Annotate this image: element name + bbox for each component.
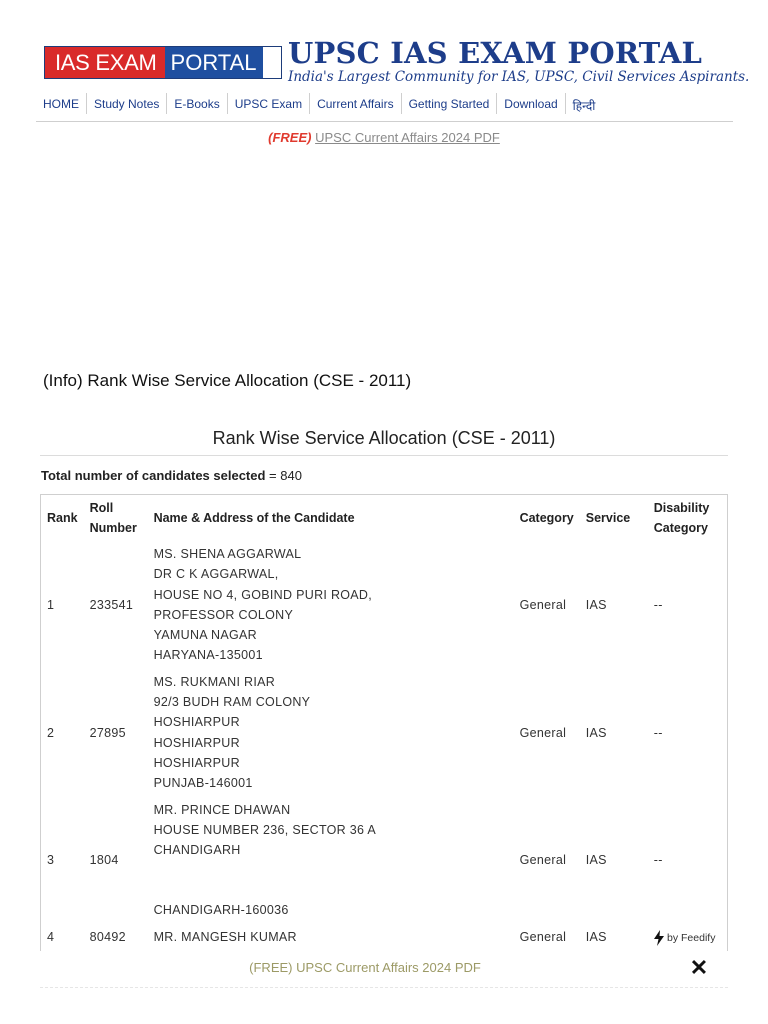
current-affairs-promo-link[interactable]: UPSC Current Affairs 2024 PDF xyxy=(315,130,500,145)
cell-service: IAS xyxy=(585,597,607,612)
total-label: Total number of candidates selected xyxy=(41,468,266,483)
lightning-icon xyxy=(653,930,665,946)
nav-hindi[interactable]: हिन्दी xyxy=(572,99,596,113)
nav-current-affairs[interactable]: Current Affairs xyxy=(310,93,401,114)
cell-name-address xyxy=(148,541,514,669)
header-roll-line-1: Roll xyxy=(89,501,114,515)
cell-rank: 1 xyxy=(47,597,55,612)
bottom-sticky-bar xyxy=(40,951,728,988)
total-value: = 840 xyxy=(269,468,302,483)
cell-name-address xyxy=(148,924,514,950)
nav-study-notes[interactable]: Study Notes xyxy=(87,93,167,114)
address-line: MS. SHENA AGGARWAL xyxy=(153,547,302,561)
cell-roll: 80492 xyxy=(89,929,126,944)
header-category: Category xyxy=(519,511,574,525)
allocation-table xyxy=(41,495,727,950)
cell-disability: -- xyxy=(653,597,663,612)
address-line: MR. PRINCE DHAWAN xyxy=(153,802,291,817)
cell-rank: 3 xyxy=(47,853,55,867)
address-line: YAMUNA NAGAR xyxy=(153,628,257,643)
nav-download[interactable]: Download xyxy=(497,93,565,114)
total-candidates xyxy=(41,468,302,483)
address-line: CHANDIGARH-160036 xyxy=(153,903,289,918)
address-blank-line xyxy=(154,860,508,880)
header-disability-category xyxy=(648,495,727,541)
site-logo[interactable] xyxy=(44,46,282,79)
cell-disability: -- xyxy=(653,853,663,867)
table-row xyxy=(41,541,727,669)
free-tag: (FREE) xyxy=(268,130,312,145)
address-line: HOSHIARPUR xyxy=(153,715,240,730)
header-disability-line-1: Disability xyxy=(653,501,710,515)
header-roll-line-2: Number xyxy=(89,521,137,535)
section-heading: Rank Wise Service Allocation (CSE - 2011) xyxy=(40,428,728,456)
page-title: (Info) Rank Wise Service Allocation (CSE - 2011) xyxy=(43,371,412,390)
logo-text-right: PORTAL xyxy=(165,47,263,78)
table-header-row xyxy=(41,495,727,541)
site-title[interactable]: UPSC IAS EXAM PORTAL xyxy=(288,36,703,70)
address-line: PUNJAB-146001 xyxy=(153,776,253,791)
bottom-promo-link[interactable]: (FREE) UPSC Current Affairs 2024 PDF xyxy=(249,960,481,975)
table-row xyxy=(41,797,727,924)
ad-placeholder xyxy=(40,155,728,355)
cell-category: General xyxy=(519,597,567,612)
close-icon[interactable]: ✕ xyxy=(689,955,709,980)
cell-category: General xyxy=(519,853,567,867)
address-line: HOUSE NO 4, GOBIND PURI ROAD, xyxy=(153,587,373,602)
cell-category: General xyxy=(519,725,567,740)
address-line: HOUSE NUMBER 236, SECTOR 36 A xyxy=(153,822,377,837)
header-disability-line-2: Category xyxy=(653,521,708,535)
header-roll-number xyxy=(84,495,148,541)
address-blank-line xyxy=(154,880,508,900)
cell-roll: 27895 xyxy=(89,725,126,740)
header-rank: Rank xyxy=(47,511,78,525)
cell-disability: -- xyxy=(653,725,663,740)
logo-text-left: IAS EXAM xyxy=(45,47,165,78)
cell-category: General xyxy=(519,929,567,944)
address-line: HOSHIARPUR xyxy=(153,755,240,770)
address-line: MR. MANGESH KUMAR xyxy=(153,929,297,944)
promo-banner-top xyxy=(0,130,768,145)
feedify-badge[interactable] xyxy=(653,930,715,946)
cell-service: IAS xyxy=(585,725,607,740)
cell-service: IAS xyxy=(585,929,607,944)
nav-e-books[interactable]: E-Books xyxy=(167,93,227,114)
cell-name-address xyxy=(148,797,514,924)
address-line: HOSHIARPUR xyxy=(153,735,240,750)
address-line: HARYANA-135001 xyxy=(153,648,263,663)
cell-rank: 4 xyxy=(47,929,55,944)
address-line: PROFESSOR COLONY xyxy=(153,607,294,622)
cell-name-address xyxy=(148,669,514,797)
cell-roll: 233541 xyxy=(89,597,134,612)
table-row xyxy=(41,924,727,950)
cell-service: IAS xyxy=(585,853,607,867)
nav-upsc-exam[interactable]: UPSC Exam xyxy=(228,93,310,114)
table-row xyxy=(41,669,727,797)
site-header xyxy=(44,36,750,86)
header-service: Service xyxy=(585,511,631,525)
nav-getting-started[interactable]: Getting Started xyxy=(402,93,498,114)
allocation-table-container[interactable] xyxy=(40,494,728,952)
site-tagline: India's Largest Community for IAS, UPSC, Civil Services Aspirants. xyxy=(288,69,750,85)
nav-home[interactable]: HOME xyxy=(36,93,87,114)
address-line: CHANDIGARH xyxy=(153,843,241,858)
feedify-label: by Feedify xyxy=(667,932,716,944)
cell-roll: 1804 xyxy=(89,853,119,867)
header-name-address: Name & Address of the Candidate xyxy=(153,511,355,525)
address-line: 92/3 BUDH RAM COLONY xyxy=(153,695,311,710)
address-line: DR C K AGGARWAL, xyxy=(153,567,279,582)
cell-rank: 2 xyxy=(47,725,55,740)
address-line: MS. RUKMANI RIAR xyxy=(153,674,276,689)
main-nav xyxy=(36,93,733,122)
